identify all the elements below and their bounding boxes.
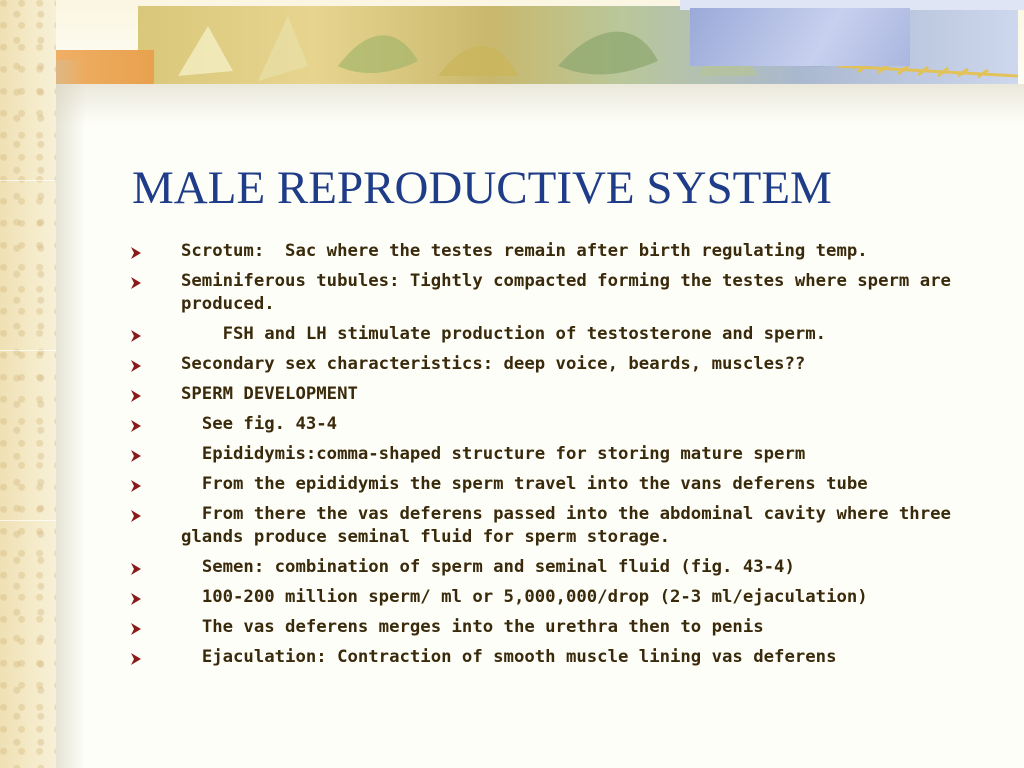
arrowhead-bullet-icon bbox=[130, 560, 142, 574]
arrowhead-bullet-icon bbox=[130, 357, 142, 371]
arrowhead-bullet-icon bbox=[130, 244, 142, 258]
bullet-text: From the epididymis the sperm travel into the vans deferens tube bbox=[181, 474, 868, 494]
bullet-text: See fig. 43-4 bbox=[181, 414, 338, 434]
list-item bbox=[130, 323, 990, 346]
list-item bbox=[130, 586, 990, 609]
bullet-text: Scrotum: Sac where the testes remain after birth regulating temp. bbox=[181, 241, 868, 261]
left-parchment-strip bbox=[0, 0, 56, 768]
arrowhead-bullet-icon bbox=[130, 477, 142, 491]
list-item bbox=[130, 383, 990, 406]
slide-title: MALE REPRODUCTIVE SYSTEM bbox=[132, 162, 832, 214]
top-shadow bbox=[56, 84, 1024, 124]
list-item bbox=[130, 473, 990, 496]
arrowhead-bullet-icon bbox=[130, 387, 142, 401]
bullet-text: Secondary sex characteristics: deep voice, beards, muscles?? bbox=[181, 354, 806, 374]
arrowhead-bullet-icon bbox=[130, 417, 142, 431]
arrowhead-bullet-icon bbox=[130, 507, 142, 521]
lilac-flower-patch bbox=[690, 8, 910, 66]
list-item bbox=[130, 556, 990, 579]
list-item bbox=[130, 270, 990, 316]
bullet-text: SPERM DEVELOPMENT bbox=[181, 384, 358, 404]
bullet-list bbox=[130, 240, 990, 676]
arrowhead-bullet-icon bbox=[130, 447, 142, 461]
bullet-text: The vas deferens merges into the urethra then to penis bbox=[181, 617, 764, 637]
bullet-text: From there the vas deferens passed into the abdominal cavity where three glands produce seminal fluid for sperm storage. bbox=[181, 504, 962, 547]
list-item bbox=[130, 646, 990, 669]
bullet-text: Epididymis:comma-shaped structure for storing mature sperm bbox=[181, 444, 806, 464]
arrowhead-bullet-icon bbox=[130, 274, 142, 288]
list-item bbox=[130, 616, 990, 639]
list-item bbox=[130, 240, 990, 263]
bullet-text: 100-200 million sperm/ ml or 5,000,000/drop (2-3 ml/ejaculation) bbox=[181, 587, 868, 607]
strip-divider bbox=[0, 180, 56, 181]
arrowhead-bullet-icon bbox=[130, 590, 142, 604]
arrowhead-bullet-icon bbox=[130, 327, 142, 341]
bullet-text: Ejaculation: Contraction of smooth muscle lining vas deferens bbox=[181, 647, 837, 667]
arrowhead-bullet-icon bbox=[130, 650, 142, 664]
list-item bbox=[130, 353, 990, 376]
bullet-text: Seminiferous tubules: Tightly compacted forming the testes where sperm are produced. bbox=[181, 271, 962, 314]
bullet-text: Semen: combination of sperm and seminal fluid (fig. 43-4) bbox=[181, 557, 795, 577]
strip-divider bbox=[0, 520, 56, 521]
arrowhead-bullet-icon bbox=[130, 620, 142, 634]
bullet-text: FSH and LH stimulate production of testosterone and sperm. bbox=[181, 324, 827, 344]
list-item bbox=[130, 443, 990, 466]
left-shadow bbox=[56, 60, 86, 768]
strip-divider bbox=[0, 350, 56, 351]
list-item bbox=[130, 413, 990, 436]
list-item bbox=[130, 503, 990, 549]
